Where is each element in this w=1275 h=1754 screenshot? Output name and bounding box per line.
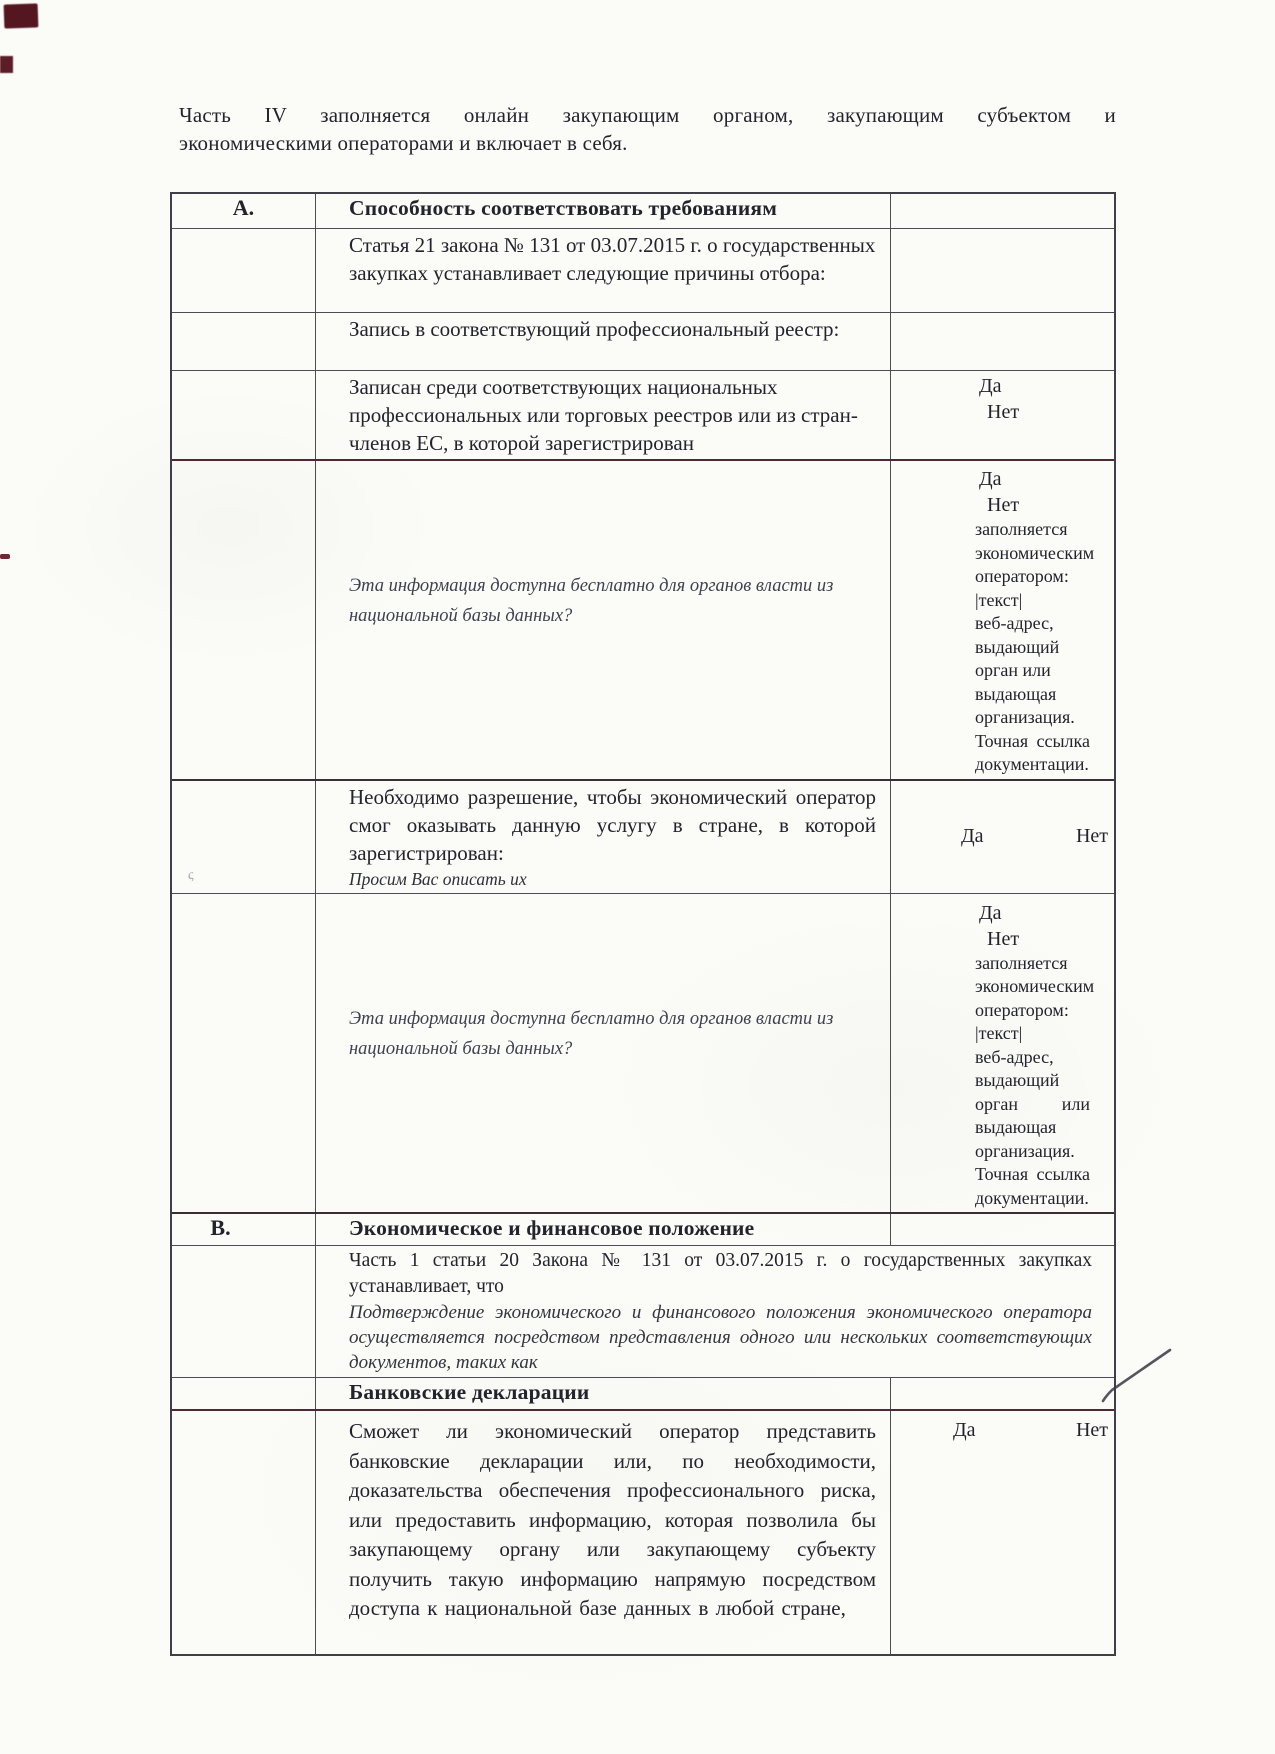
razreshenie-text: Необходимо разрешение, чтобы экономический оператор смог оказывать данную услугу в стране, в которой зарегистрирован: (349, 784, 876, 865)
zapisan-text: Записан среди соответствующих национальных профессиональных или торговых реестров или из стран-членов ЕС, в которой зарегистрирован (349, 375, 858, 455)
stack-line: экономическим (975, 976, 1095, 996)
info2-question: Эта информация доступна бесплатно для органов власти из национальной базы данных? (349, 1008, 834, 1059)
section-a-letter: А. (232, 195, 255, 220)
stack-line: выдающий (975, 1070, 1060, 1090)
answer-cell-empty (891, 1378, 1116, 1409)
stack-line: Точная ссылка (975, 1164, 1090, 1184)
stack-line: оператором: (975, 566, 1069, 586)
no-option: Нет (987, 494, 1020, 516)
intro-line-2: экономическими операторами и включает в себя. (179, 131, 628, 155)
stack-line: выдающая (975, 1117, 1057, 1137)
answer-cell (891, 461, 1116, 779)
table-row-razreshenie (172, 779, 1114, 893)
zapis-text: Запись в соответствующий профессиональный реестр: (349, 317, 840, 341)
section-letter-cell (172, 194, 316, 228)
razreshenie-note: Просим Вас описать их (349, 868, 527, 889)
espd-form-table (170, 192, 1116, 1656)
question-cell (316, 781, 891, 893)
answer-cell (891, 1411, 1116, 1654)
section-title-cell (316, 1214, 891, 1245)
stack-line: заполняется (975, 519, 1068, 539)
number-cell-empty (172, 461, 316, 779)
stack-line: документации. (975, 754, 1089, 774)
section-a-title: Способность соответствовать требованиям (349, 196, 778, 220)
stack-line: заполняется (975, 952, 1068, 973)
table-row-bank-header (172, 1377, 1114, 1409)
answer-cell-empty (891, 194, 1116, 228)
section-title-cell (316, 194, 891, 228)
table-row-zapis (172, 312, 1114, 370)
yes-option: Да (979, 468, 1002, 490)
intro-paragraph (179, 101, 1116, 157)
scan-artifact-corner (4, 3, 39, 28)
table-row-info-free-2 (172, 893, 1114, 1213)
table-row-chast1 (172, 1245, 1114, 1377)
no-option: Нет (987, 401, 1020, 423)
answer-cell (891, 371, 1116, 459)
bank-declarations-title: Банковские декларации (349, 1380, 590, 1404)
pencil-squiggle-mark: ς (186, 867, 196, 884)
question-cell (316, 894, 891, 1213)
smozhet-text: Сможет ли экономический оператор представить банковские декларации или, по необходимости, доказательства обеспечения профессионального риска, или предоставить информацию, которая позволила бы закупающему органу или закупающему субъекту получить такую информацию напрямую посредством доступа к национальной базе данных в любой стране, (349, 1419, 876, 1620)
number-cell-empty (172, 371, 316, 459)
number-cell-empty (172, 1378, 316, 1409)
stack-line: выдающий (975, 636, 1060, 657)
number-cell-empty (172, 1246, 316, 1377)
yes-option: Да (979, 901, 1002, 924)
text-placeholder: |текст| (975, 1023, 1023, 1043)
no-option: Нет (987, 927, 1020, 950)
yes-option: Да (953, 1419, 976, 1441)
section-b-title: Экономическое и финансовое положение (349, 1216, 755, 1240)
stack-line: орган или (975, 660, 1051, 680)
table-row-section-a (172, 194, 1114, 228)
merged-text-cell (316, 1246, 1116, 1377)
stack-line: выдающая (975, 683, 1057, 704)
yes-option: Да (979, 375, 1002, 397)
number-cell-empty (172, 313, 316, 370)
number-cell-empty (172, 1411, 316, 1654)
question-cell (316, 313, 891, 370)
number-cell-empty (172, 894, 316, 1213)
no-option: Нет (1075, 824, 1108, 847)
table-row-info-free-1 (172, 459, 1114, 779)
stack-line: экономическим (975, 542, 1095, 563)
handwritten-check-icon (1098, 1346, 1178, 1406)
info1-question: Эта информация доступна бесплатно для органов власти из национальной базы данных? (349, 576, 834, 626)
chast1-text: Часть 1 статьи 20 Закона № 131 от 03.07.2015 г. о государственных закупках устанавливает, что (349, 1250, 1092, 1297)
text-placeholder: |текст| (975, 589, 1023, 610)
section-letter-cell (172, 1214, 316, 1245)
section-b-letter: В. (210, 1215, 231, 1240)
answer-cell-empty (891, 313, 1116, 370)
answer-cell (891, 894, 1116, 1213)
intro-line-1: Часть IV заполняется онлайн закупающим органом, закупающим субъектом и (179, 103, 1116, 127)
scan-artifact-edge-dash (0, 554, 10, 559)
question-cell (316, 461, 891, 779)
answer-cell-empty (891, 229, 1116, 312)
stack-line: документации. (975, 1187, 1089, 1208)
table-row-section-b (172, 1212, 1114, 1245)
answer-cell (891, 781, 1116, 893)
question-cell (316, 371, 891, 459)
stack-line: Точная ссылка (975, 730, 1090, 751)
number-cell-empty (172, 781, 316, 893)
number-cell-empty (172, 229, 316, 312)
question-cell (316, 1411, 891, 1654)
statya21-text: Статья 21 закона № 131 от 03.07.2015 г. о государственных закупках устанавливает следующие причины отбора: (349, 233, 876, 285)
yes-option: Да (961, 824, 984, 847)
question-cell (316, 229, 891, 312)
table-row-smozhet (172, 1409, 1114, 1654)
stack-line: организация. (975, 707, 1075, 727)
scan-artifact-edge (0, 56, 13, 73)
table-row-statya21 (172, 228, 1114, 312)
table-row-zapisan (172, 370, 1114, 459)
subsection-title-cell (316, 1378, 891, 1409)
stack-line: орган или (975, 1093, 1090, 1114)
chast1-italic: Подтверждение экономического и финансового положения экономического оператора осуществляется посредством представления одного или нескольких соответствующих документов, таких как (349, 1302, 1092, 1373)
stack-line: оператором: (975, 999, 1069, 1020)
stack-line: веб-адрес, (975, 1046, 1054, 1067)
answer-cell-empty (891, 1214, 1116, 1245)
stack-line: организация. (975, 1140, 1075, 1161)
stack-line: веб-адрес, (975, 613, 1054, 633)
no-option: Нет (1075, 1419, 1108, 1441)
